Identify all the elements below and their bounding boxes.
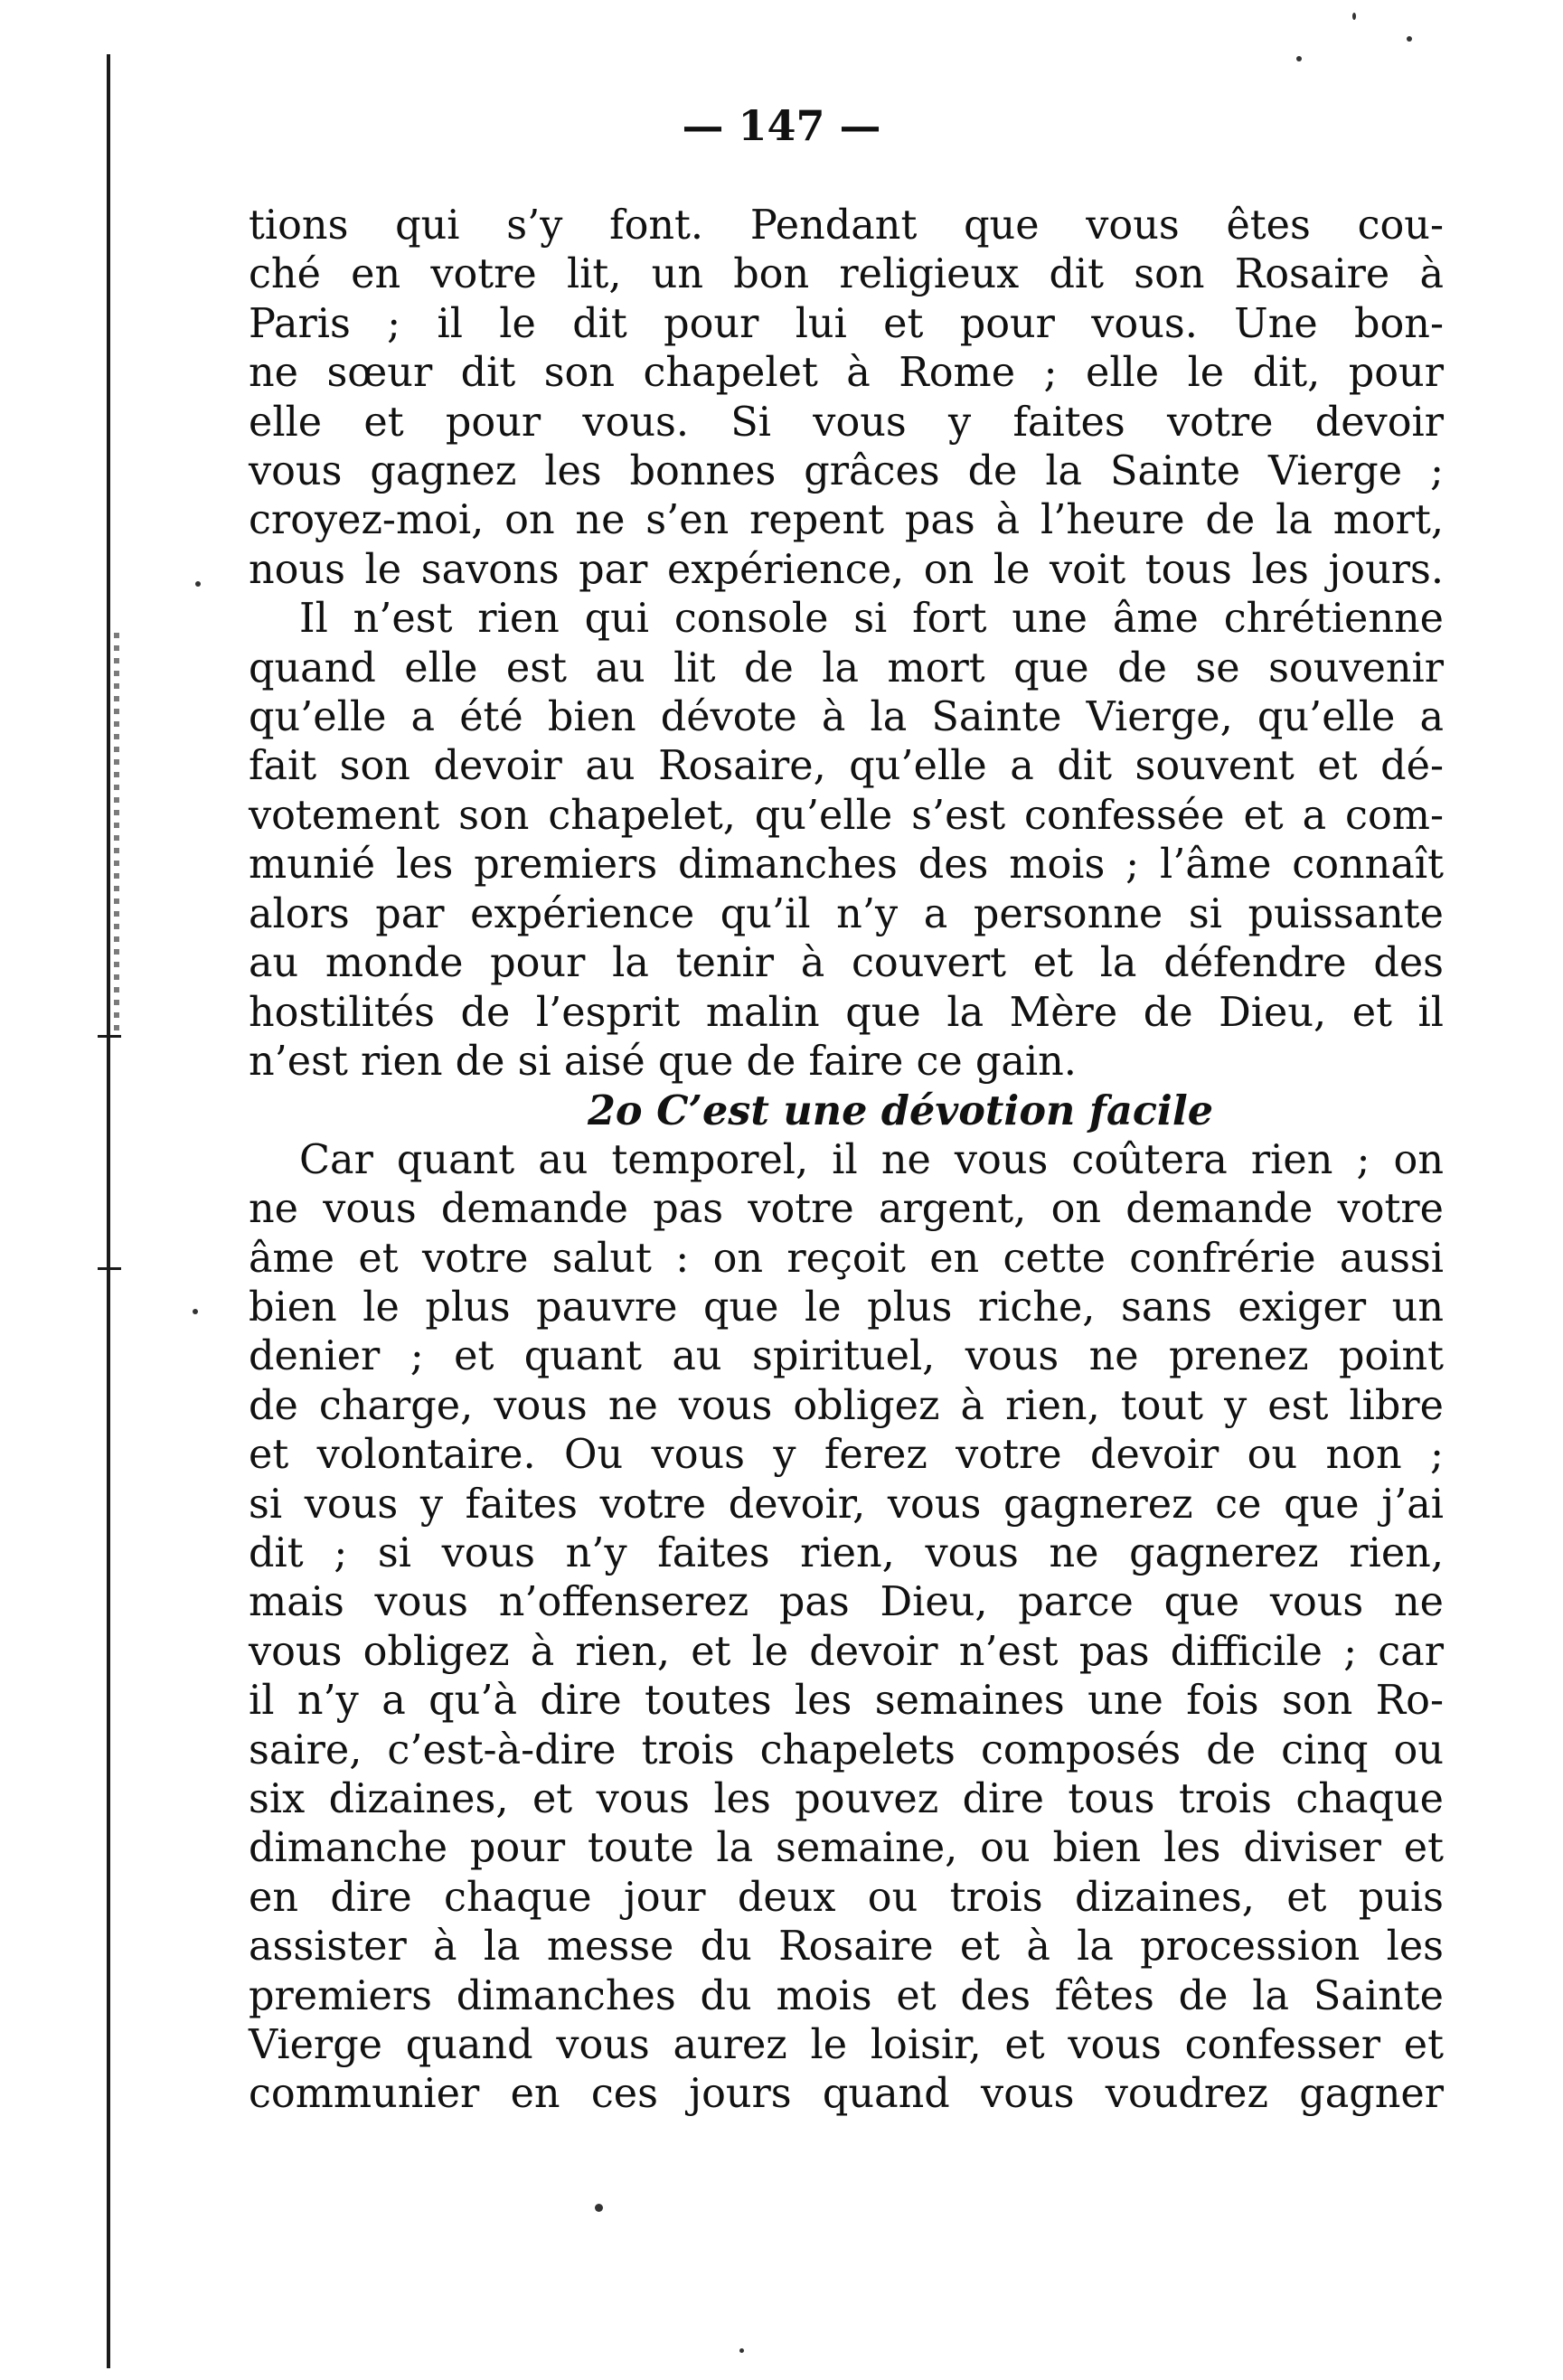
- section-heading: 2o C’est une dévotion facile: [587, 1087, 1214, 1135]
- text-line: dimanche pour toute la semaine, ou bien les diviser et: [249, 1825, 1444, 1872]
- text-line: il n’y a qu’à dire toutes les semaines une fois son Ro-: [249, 1678, 1444, 1725]
- page-body: [249, 202, 1444, 2120]
- text-line: votement son chapelet, qu’elle s’est confessée et a com-: [249, 792, 1444, 839]
- binding-texture: [114, 633, 119, 1030]
- binding-mark: [98, 1267, 121, 1270]
- text-line: vous gagnez les bonnes grâces de la Sainte Vierge ;: [249, 448, 1444, 495]
- text-line: premiers dimanches du mois et des fêtes de la Sainte: [249, 1972, 1444, 2019]
- text-line: âme et votre salut : on reçoit en cette confrérie aussi: [249, 1235, 1444, 1282]
- text-line: quand elle est au lit de la mort que de se souvenir: [249, 644, 1444, 691]
- text-line: au monde pour la tenir à couvert et la défendre des: [249, 940, 1444, 987]
- text-line: hostilités de l’esprit malin que la Mère de Dieu, et il: [249, 989, 1444, 1036]
- text-line: six dizaines, et vous les pouvez dire tous trois chaque: [249, 1775, 1444, 1822]
- text-line: dit ; si vous n’y faites rien, vous ne gagnerez rien,: [249, 1529, 1444, 1576]
- text-line: communier en ces jours quand vous voudrez gagner: [249, 2071, 1444, 2118]
- text-line: Car quant au temporel, il ne vous coûtera rien ; on: [299, 1136, 1444, 1183]
- paragraph-3: [249, 1136, 1444, 2120]
- text-line: tions qui s’y font. Pendant que vous êtes cou-: [249, 202, 1444, 249]
- text-line: saire, c’est-à-dire trois chapelets composés de cinq ou: [249, 1726, 1444, 1773]
- text-line: croyez-moi, on ne s’en repent pas à l’heure de la mort,: [249, 497, 1444, 544]
- paragraph-2: [249, 595, 1444, 1087]
- binding-mark: [98, 1035, 121, 1038]
- text-line: ne sœur dit son chapelet à Rome ; elle le dit, pour: [249, 350, 1444, 397]
- text-line: n’est rien de si aisé que de faire ce gain.: [249, 1038, 1077, 1085]
- binding-edge: [107, 54, 110, 2368]
- text-line: alors par expérience qu’il n’y a personne si puissante: [249, 890, 1444, 937]
- text-line: munié les premiers dimanches des mois ; l’âme connaît: [249, 842, 1444, 889]
- text-line: bien le plus pauvre que le plus riche, sans exiger un: [249, 1284, 1444, 1331]
- print-speck: [595, 2204, 603, 2212]
- text-line: Vierge quand vous aurez le loisir, et vous confesser et: [249, 2022, 1444, 2069]
- text-line: qu’elle a été bien dévote à la Sainte Vierge, qu’elle a: [249, 694, 1444, 741]
- print-speck: [1296, 56, 1302, 61]
- text-line: ne vous demande pas votre argent, on demande votre: [249, 1186, 1444, 1233]
- text-line: assister à la messe du Rosaire et à la procession les: [249, 1924, 1444, 1971]
- text-line: fait son devoir au Rosaire, qu’elle a dit souvent et dé-: [249, 743, 1444, 790]
- paragraph-1: [249, 202, 1444, 595]
- text-line: nous le savons par expérience, on le voit tous les jours.: [249, 546, 1444, 593]
- text-line: mais vous n’offenserez pas Dieu, parce que vous ne: [249, 1579, 1444, 1626]
- text-line: si vous y faites votre devoir, vous gagnerez ce que j’ai: [249, 1481, 1444, 1528]
- text-line: elle et pour vous. Si vous y faites votre devoir: [249, 399, 1444, 446]
- print-speck: [193, 1309, 198, 1314]
- text-line: en dire chaque jour deux ou trois dizaines, et puis: [249, 1874, 1444, 1921]
- page-number: — 147 —: [682, 101, 881, 150]
- text-line: vous obligez à rien, et le devoir n’est pas difficile ; car: [249, 1628, 1444, 1675]
- text-line: de charge, vous ne vous obligez à rien, tout y est libre: [249, 1382, 1444, 1429]
- print-speck: [1407, 36, 1412, 42]
- text-line: Paris ; il le dit pour lui et pour vous. Une bon-: [249, 300, 1444, 347]
- text-line: et volontaire. Ou vous y ferez votre devoir ou non ;: [249, 1432, 1444, 1479]
- print-speck: [195, 581, 201, 587]
- print-speck: [739, 2348, 744, 2353]
- text-line: denier ; et quant au spirituel, vous ne prenez point: [249, 1333, 1444, 1380]
- text-line: ché en votre lit, un bon religieux dit son Rosaire à: [249, 251, 1444, 298]
- print-speck: [1352, 13, 1356, 20]
- text-line: Il n’est rien qui console si fort une âme chrétienne: [299, 596, 1444, 643]
